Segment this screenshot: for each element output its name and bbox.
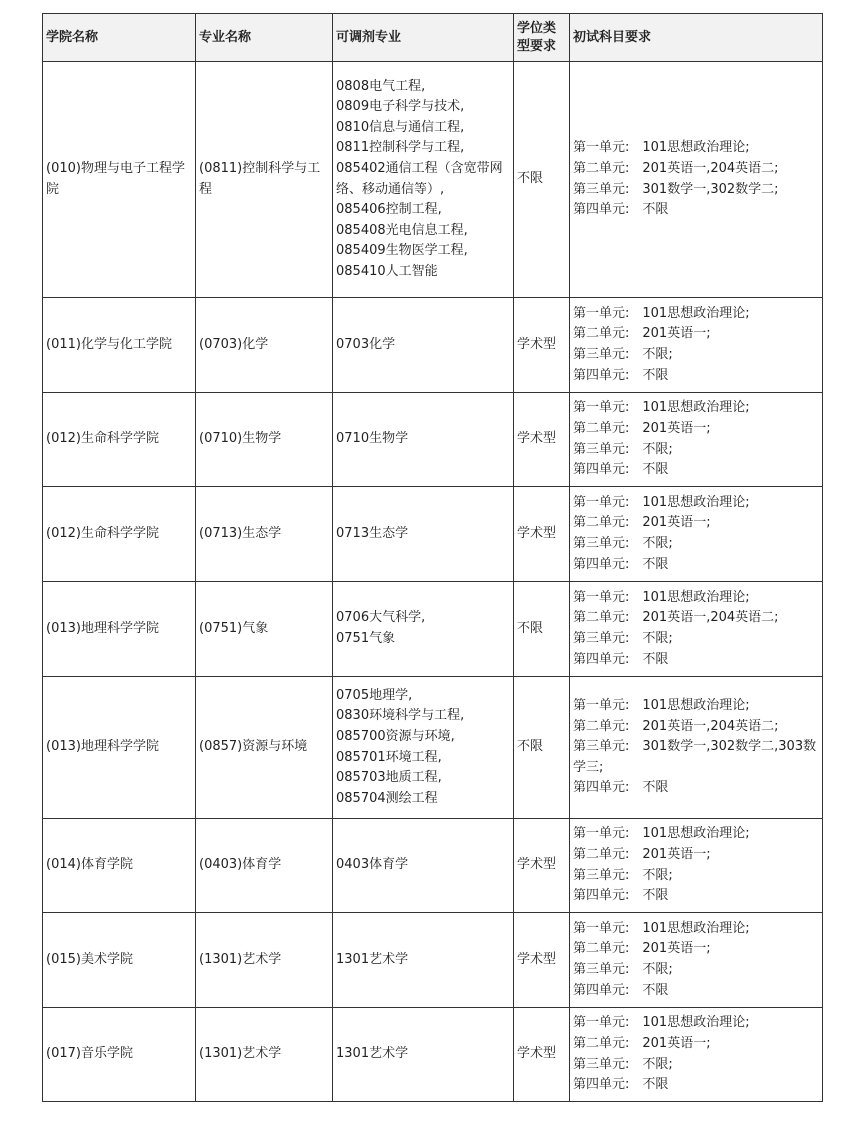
exams-cell	[570, 393, 823, 487]
adjustable-cell	[333, 582, 514, 677]
major-cell: (0713)生态学	[196, 487, 333, 582]
degree-cell: 学术型	[514, 819, 570, 913]
adjustable-item: 0751气象	[336, 631, 396, 646]
adjustable-cell	[333, 819, 514, 913]
adjustable-cell	[333, 62, 514, 298]
exam-unit: 第三单元: 301数学一,302数学二,303数学三;	[573, 739, 817, 775]
adjustable-item: 085409生物医学工程,	[336, 243, 468, 259]
header-degree: 学位类型要求	[514, 14, 570, 62]
header-adjustable: 可调剂专业	[333, 14, 514, 62]
college-cell: (012)生命科学学院	[43, 393, 196, 487]
exam-unit: 第四单元: 不限	[573, 367, 669, 383]
exam-unit: 第三单元: 不限;	[573, 631, 673, 646]
exam-unit: 第三单元: 301数学一,302数学二;	[573, 181, 779, 197]
exam-unit: 第一单元: 101思想政治理论;	[573, 140, 750, 156]
exam-unit: 第二单元: 201英语一,204英语二;	[573, 610, 779, 626]
table-row	[43, 677, 823, 819]
adjustable-cell	[333, 393, 514, 487]
degree-cell: 学术型	[514, 298, 570, 393]
exam-unit: 第一单元: 101思想政治理论;	[573, 589, 750, 605]
major-cell: (0857)资源与环境	[196, 677, 333, 819]
degree-cell: 学术型	[514, 1008, 570, 1102]
adjustable-item: 085703地质工程,	[336, 770, 442, 786]
adjustment-table	[42, 13, 823, 1102]
exam-unit: 第三单元: 不限;	[573, 536, 673, 551]
exam-unit: 第一单元: 101思想政治理论;	[573, 305, 750, 321]
college-cell: (013)地理科学学院	[43, 677, 196, 819]
exam-unit: 第四单元: 不限	[573, 1077, 669, 1093]
exam-unit: 第四单元: 不限	[573, 888, 669, 904]
adjustable-item: 0703化学	[336, 336, 396, 352]
adjustable-item: 1301艺术学	[336, 951, 409, 967]
exam-unit: 第二单元: 201英语一;	[573, 941, 711, 957]
degree-cell: 学术型	[514, 393, 570, 487]
exam-unit: 第二单元: 201英语一;	[573, 420, 711, 436]
adjustable-item: 085406控制工程,	[336, 202, 442, 218]
adjustable-item: 0809电子科学与技术,	[336, 99, 465, 115]
exams-cell	[570, 1008, 823, 1102]
adjustable-item: 085700资源与环境,	[336, 728, 455, 744]
adjustable-item: 0811控制科学与工程,	[336, 140, 465, 156]
adjustable-item: 085402通信工程（含宽带网络、移动通信等）,	[336, 160, 503, 197]
major-cell: (1301)艺术学	[196, 1008, 333, 1102]
table-row	[43, 582, 823, 677]
exams-cell	[570, 582, 823, 677]
college-cell: (012)生命科学学院	[43, 487, 196, 582]
exam-unit: 第三单元: 不限;	[573, 867, 673, 883]
adjustable-cell	[333, 487, 514, 582]
exam-unit: 第二单元: 201英语一;	[573, 515, 711, 531]
degree-cell: 不限	[514, 677, 570, 819]
adjustable-cell	[333, 298, 514, 393]
degree-cell: 学术型	[514, 487, 570, 582]
header-college: 学院名称	[43, 14, 196, 62]
degree-cell: 不限	[514, 62, 570, 298]
adjustable-item: 0830环境科学与工程,	[336, 708, 465, 724]
college-cell: (014)体育学院	[43, 819, 196, 913]
exam-unit: 第一单元: 101思想政治理论;	[573, 920, 750, 936]
exams-cell	[570, 62, 823, 298]
exam-unit: 第一单元: 101思想政治理论;	[573, 494, 750, 510]
adjustable-item: 0710生物学	[336, 431, 409, 447]
college-cell: (010)物理与电子工程学院	[43, 62, 196, 298]
adjustable-item: 0808电气工程,	[336, 78, 426, 94]
college-cell: (013)地理科学学院	[43, 582, 196, 677]
adjustable-item: 0810信息与通信工程,	[336, 119, 465, 135]
adjustable-item: 085704测绘工程	[336, 790, 438, 806]
adjustable-item: 085410人工智能	[336, 263, 438, 279]
exam-unit: 第二单元: 201英语一;	[573, 326, 711, 342]
adjustable-item: 0403体育学	[336, 857, 409, 873]
exams-cell	[570, 298, 823, 393]
table-row	[43, 393, 823, 487]
adjustable-item: 0713生态学	[336, 525, 409, 541]
table-row	[43, 913, 823, 1008]
exams-cell	[570, 487, 823, 582]
exam-unit: 第四单元: 不限	[573, 556, 669, 572]
college-cell: (011)化学与化工学院	[43, 298, 196, 393]
major-cell: (0751)气象	[196, 582, 333, 677]
exam-unit: 第三单元: 不限;	[573, 441, 673, 457]
exam-unit: 第一单元: 101思想政治理论;	[573, 400, 750, 416]
exam-unit: 第四单元: 不限	[573, 982, 669, 998]
table-row	[43, 62, 823, 298]
major-cell: (0811)控制科学与工程	[196, 62, 333, 298]
exam-unit: 第二单元: 201英语一,204英语二;	[573, 160, 779, 176]
adjustable-item: 0705地理学,	[336, 687, 413, 703]
exam-unit: 第三单元: 不限;	[573, 1056, 673, 1072]
exam-unit: 第一单元: 101思想政治理论;	[573, 1015, 750, 1031]
exam-unit: 第三单元: 不限;	[573, 962, 673, 977]
exams-cell	[570, 913, 823, 1008]
adjustable-item: 085701环境工程,	[336, 749, 442, 765]
header-row	[43, 14, 823, 62]
adjustable-cell	[333, 677, 514, 819]
table-row	[43, 819, 823, 913]
adjustable-cell	[333, 913, 514, 1008]
college-cell: (015)美术学院	[43, 913, 196, 1008]
exam-unit: 第四单元: 不限	[573, 651, 669, 667]
exam-unit: 第二单元: 201英语一,204英语二;	[573, 718, 779, 734]
exam-unit: 第三单元: 不限;	[573, 347, 673, 362]
exams-cell	[570, 677, 823, 819]
major-cell: (0403)体育学	[196, 819, 333, 913]
adjustable-item: 0706大气科学,	[336, 610, 426, 626]
degree-cell: 不限	[514, 582, 570, 677]
exam-unit: 第二单元: 201英语一;	[573, 846, 711, 862]
header-exams: 初试科目要求	[570, 14, 823, 62]
adjustable-item: 1301艺术学	[336, 1046, 409, 1062]
exam-unit: 第一单元: 101思想政治理论;	[573, 826, 750, 842]
exam-unit: 第一单元: 101思想政治理论;	[573, 698, 750, 714]
degree-cell: 学术型	[514, 913, 570, 1008]
table-row	[43, 1008, 823, 1102]
exam-unit: 第四单元: 不限	[573, 462, 669, 478]
exam-unit: 第二单元: 201英语一;	[573, 1035, 711, 1051]
table-body	[43, 62, 823, 1102]
adjustable-item: 085408光电信息工程,	[336, 222, 468, 238]
adjustable-cell	[333, 1008, 514, 1102]
exam-unit: 第四单元: 不限	[573, 202, 669, 218]
exam-unit: 第四单元: 不限	[573, 780, 669, 796]
major-cell: (1301)艺术学	[196, 913, 333, 1008]
college-cell: (017)音乐学院	[43, 1008, 196, 1102]
exams-cell	[570, 819, 823, 913]
major-cell: (0703)化学	[196, 298, 333, 393]
major-cell: (0710)生物学	[196, 393, 333, 487]
table-row	[43, 298, 823, 393]
table-row	[43, 487, 823, 582]
header-major: 专业名称	[196, 14, 333, 62]
